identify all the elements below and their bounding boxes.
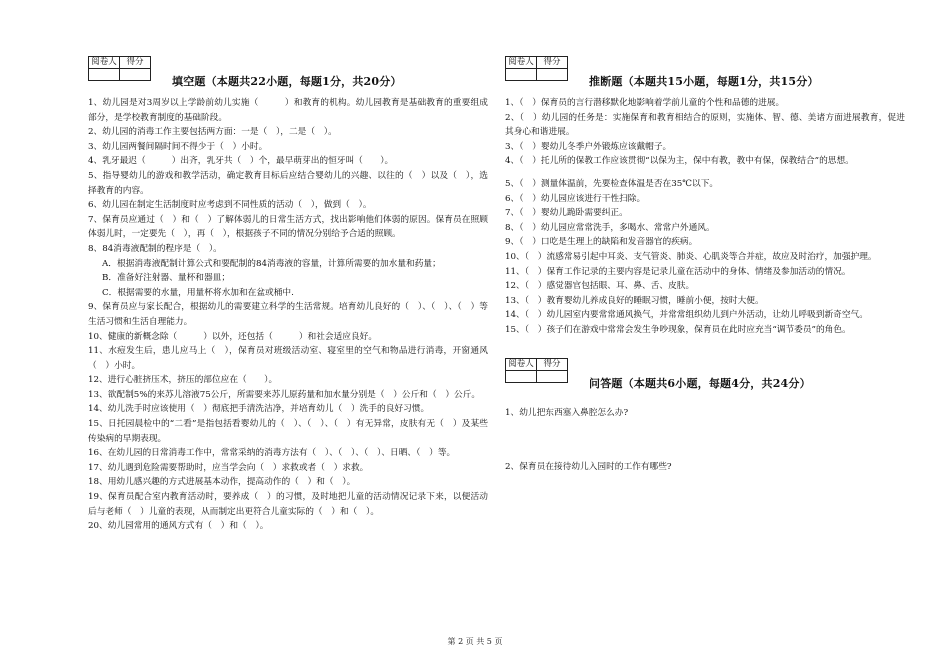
fill-question: 5、指导婴幼儿的游戏和教学活动，确定教育目标后应结合婴幼儿的兴趣、以往的（ ）以及（ ），选择教育的内容。 [88, 170, 488, 196]
fill-question: 12、进行心脏挤压术，挤压的部位应在（ ）。 [88, 375, 278, 386]
judge-question: 7、（ ）婴幼儿跪卧需要纠正。 [505, 208, 628, 219]
score-label: 得分 [120, 57, 151, 69]
judge-question: 6、（ ）幼儿园应该进行干性扫除。 [505, 193, 646, 204]
fill-question: 6、幼儿园在制定生活制度时应考虑到不同性质的活动（ ），做到（ ）。 [88, 200, 372, 211]
fill-question-list [88, 96, 488, 534]
fill-score-box [88, 56, 151, 81]
judge-question-list [505, 96, 905, 338]
essay-section-header [505, 358, 905, 398]
judge-question: 5、（ ）测量体温前，先要检查体温是否在35℃以下。 [505, 178, 719, 189]
grader-cell[interactable] [506, 69, 537, 81]
fill-option: A．根据消毒液配制计算公式和要配制的84消毒液的容量，计算所需要的加水量和药量； [102, 258, 441, 269]
score-cell[interactable] [537, 370, 568, 382]
fill-question: 1、幼儿园是对3周岁以上学龄前幼儿实施（ ）和教育的机构。幼儿园教育是基础教育的重要组成部分，是学校教育制度的基础阶段。 [88, 98, 488, 123]
grader-label: 阅卷人 [89, 57, 120, 69]
essay-section-title: 问答题（本题共6小题，每题4分，共24分） [589, 376, 811, 390]
score-cell[interactable] [537, 69, 568, 81]
score-label: 得分 [537, 57, 568, 69]
fill-question: 15、日托园晨检中的“二看”是指包括看婴幼儿的（ ）、（ ）、（ ）有无异常，皮肤有无（ ）及某些传染病的早期表现。 [88, 419, 488, 444]
page-footer: 第 2 页 共 5 页 [447, 637, 503, 646]
judge-question: 15、（ ）孩子们在游戏中常常会发生争吵现象，保育员在此时应充当“调节委员”的角色。 [505, 324, 851, 335]
grader-cell[interactable] [506, 370, 537, 382]
judge-question: 10、（ ）流感常易引起中耳炎、支气管炎、肺炎、心肌炎等合并症，故应及时治疗，加强护理。 [505, 251, 877, 262]
judge-question: 14、（ ）幼儿园室内要常常通风换气，并常常组织幼儿到户外活动，让幼儿呼吸到新奇空气。 [505, 310, 868, 321]
fill-question: 4、乳牙最迟（ ）出齐，乳牙共（ ）个，最早萌芽出的恒牙叫（ ）。 [88, 156, 394, 167]
fill-option: C．根据需要的水量，用量杯将水加和在盆或桶中. [102, 287, 294, 298]
fill-question: 8、84消毒液配制的程序是（ ）。 [88, 243, 222, 254]
judge-section [505, 56, 905, 338]
grader-label: 阅卷人 [506, 57, 537, 69]
judge-section-header [505, 56, 905, 96]
spacer [505, 169, 905, 177]
fill-question: 3、幼儿园两餐间隔时间不得少于（ ）小时。 [88, 141, 268, 152]
judge-question: 13、（ ）教育婴幼儿养成良好的睡眠习惯，睡前小便，按时大便。 [505, 295, 764, 306]
fill-question: 7、保育员应通过（ ）和（ ）了解体弱儿的日常生活方式，找出影响他们体弱的原因。保育员在照顾体弱儿时，一定要先（ ），再（ ），根据孩子不同的情况分别给予合适的照顾。 [88, 214, 488, 240]
right-column [505, 56, 905, 515]
essay-section [505, 358, 905, 475]
fill-question: 13、欲配制5%的来苏儿溶液75公斤，所需要来苏儿原药量和加水量分别是（ ）公斤和（ ）公斤。 [88, 389, 481, 400]
fill-question: 16、在幼儿园的日常消毒工作中，常常采纳的消毒方法有（ ）、（ ）、（ ）、日晒、（ ）等。 [88, 448, 456, 459]
fill-question: 2、幼儿园的消毒工作主要包括两方面：一是（ ），二是（ ）。 [88, 127, 337, 138]
fill-option: B．准备好注射器、量杯和器皿； [102, 273, 231, 284]
grader-label: 阅卷人 [506, 358, 537, 370]
fill-question: 18、用幼儿感兴趣的方式进展基本动作，提高动作的（ ）和（ ）。 [88, 477, 356, 488]
judge-section-title: 推断题（本题共15小题，每题1分，共15分） [589, 75, 819, 88]
fill-section-title: 填空题（本题共22小题，每题1分，共20分） [172, 75, 402, 88]
fill-question: 11、水痘发生后，患儿应马上（ ），保育员对班级活动室、寝室里的空气和物品进行消毒，开窗通风（ ）小时。 [88, 346, 488, 371]
judge-score-box [505, 56, 568, 81]
fill-question: 20、幼儿园常用的通风方式有（ ）和（ ）。 [88, 521, 269, 532]
fill-question: 9、保育员应与家长配合，根据幼儿的需要建立科学的生活常规。培育幼儿良好的（ ）、（ ）、（ ）等生活习惯和生活自理能力。 [88, 302, 488, 327]
fill-question: 17、幼儿遇到危险需要帮助时，应当学会向（ ）求救或者（ ）求救。 [88, 462, 369, 473]
judge-question: 11、（ ）保育工作记录的主要内容是记录儿童在活动中的身体、情绪及参加活动的情况。 [505, 266, 851, 277]
fill-section [88, 56, 488, 534]
fill-section-header [88, 56, 488, 96]
score-cell[interactable] [120, 69, 151, 81]
essay-question-list [505, 406, 905, 475]
fill-question: 19、保育员配合室内教育活动时，要养成（ ）的习惯，及时地把儿童的活动情况记录下来，以便活动后与老师（ ）儿童的表现，从而制定出更符合儿童实际的（ ）和（ ）。 [88, 492, 488, 517]
left-column [88, 56, 488, 534]
judge-question: 9、（ ）口吃是生理上的缺陷和发音器官的疾病。 [505, 237, 698, 248]
essay-score-box [505, 358, 568, 383]
fill-question: 14、幼儿洗手时应该使用（ ）彻底把手清洗洁净，并培育幼儿（ ）洗手的良好习惯。 [88, 404, 430, 415]
judge-question: 3、（ ）婴幼儿冬季户外锻炼应该戴帽子。 [505, 141, 672, 152]
score-label: 得分 [537, 358, 568, 370]
judge-question: 4、（ ）托儿所的保教工作应该贯彻“以保为主，保中有教，教中有保，保教结合”的思想。 [505, 156, 854, 167]
judge-question: 12、（ ）感觉器官包括眼、耳、鼻、舌、皮肤。 [505, 281, 695, 292]
fill-question: 10、健康的新概念除（ ）以外，还包括（ ）和社会适应良好。 [88, 331, 378, 342]
judge-question: 8、（ ）幼儿园应常常洗手，多喝水、常常户外通风。 [505, 222, 715, 233]
essay-question: 2、保育员在接待幼儿入园时的工作有哪些? [505, 462, 672, 473]
judge-question: 2、（ ）幼儿园的任务是：实施保育和教育相结合的原则，实施体、智、德、美诸方面进展教育，促进其身心和谐进展。 [505, 112, 905, 138]
essay-question: 1、幼儿把东西塞入鼻腔怎么办? [505, 407, 629, 418]
grader-cell[interactable] [89, 69, 120, 81]
judge-question: 1、（ ）保育员的言行潜移默化地影响着学前儿童的个性和品德的进展。 [505, 98, 785, 108]
